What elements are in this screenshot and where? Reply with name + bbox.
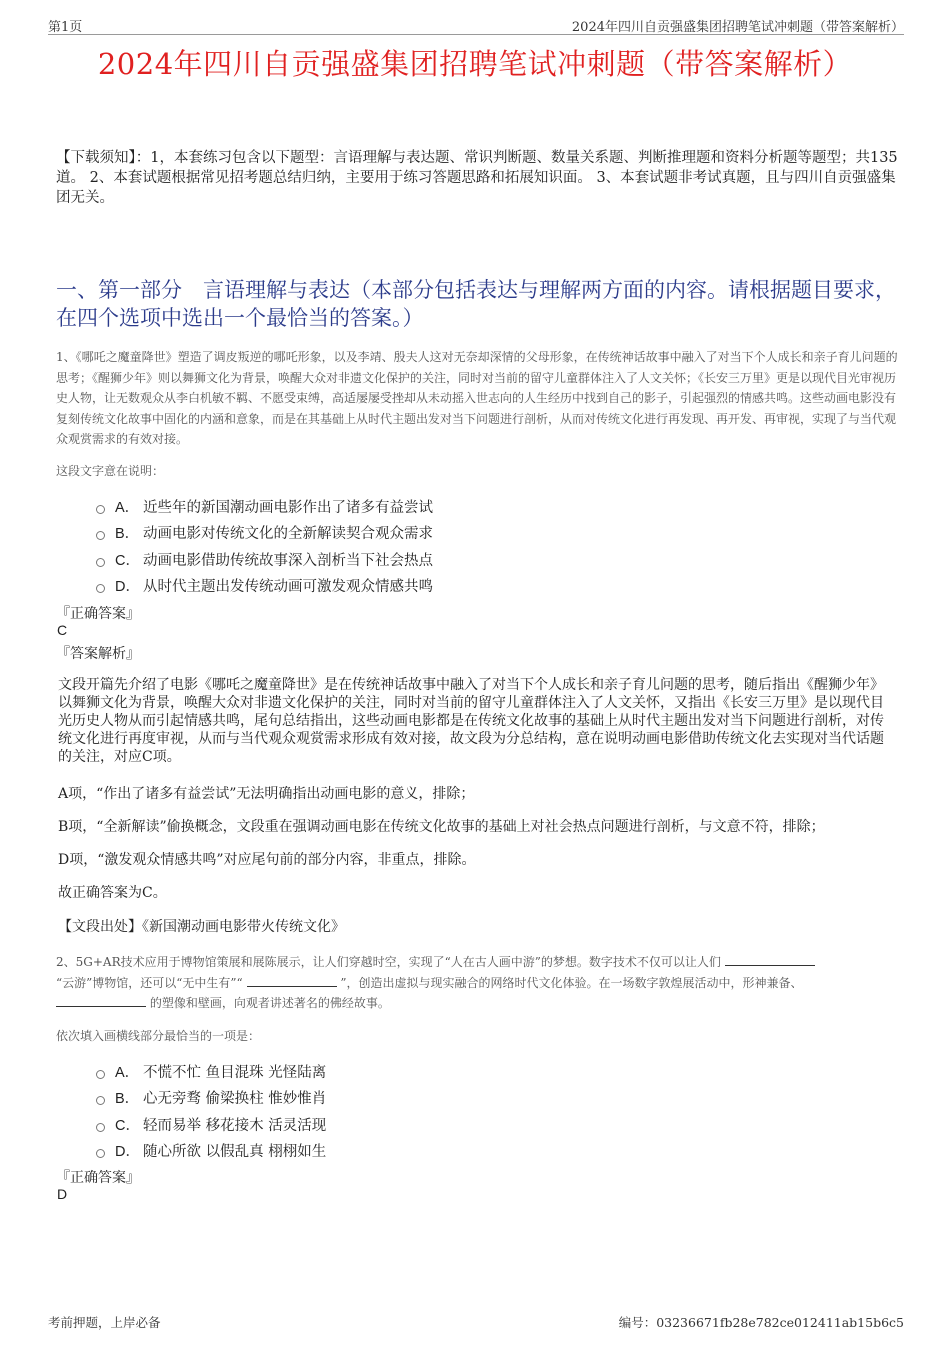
q2-option-c[interactable]: C． 轻而易举 移花接木 活灵活现 <box>96 1111 326 1138</box>
q2-option-b[interactable]: B． 心无旁骛 偷梁换柱 惟妙惟肖 <box>96 1085 326 1112</box>
q2-options <box>96 1058 326 1164</box>
q2-prompt: 依次填入画横线部分最恰当的一项是： <box>56 1029 261 1043</box>
footer-slogan: 考前押题，上岸必备 <box>48 1315 161 1330</box>
radio-icon[interactable] <box>96 558 105 567</box>
q2-answer-label: 『正确答案』 <box>56 1170 140 1186</box>
radio-icon[interactable] <box>96 531 105 540</box>
q1-options <box>96 493 433 599</box>
q1-prompt: 这段文字意在说明： <box>56 464 165 478</box>
section-heading: 一、第一部分 言语理解与表达（本部分包括表达与理解两方面的内容。请根据题目要求，在四个选项中选出一个最恰当的答案。） <box>56 278 896 330</box>
q1-answer-label: 『正确答案』 <box>56 606 140 622</box>
fill-blank-1 <box>725 955 815 966</box>
radio-icon[interactable] <box>96 1123 105 1132</box>
q1-option-d[interactable]: D． 从时代主题出发传统动画可激发观众情感共鸣 <box>96 573 433 600</box>
download-notice: 【下载须知】：1，本套练习包含以下题型：言语理解与表达题、常识判断题、数量关系题、判断推理题和资料分析题等题型；共135道。 2、本套试题根据常见招考题总结归纳，主要用于练习答题思路和拓展知识面。 3、本套试题非考试真题，且与四川自贡强盛集团无关。 <box>56 150 898 206</box>
q1-source: 【文段出处】《新国潮动画电影带火传统文化》 <box>58 919 345 935</box>
q1-option-a[interactable]: A． 近些年的新国潮动画电影作出了诸多有益尝试 <box>96 493 433 520</box>
q1-analysis-label: 『答案解析』 <box>56 646 140 662</box>
q1-option-c[interactable]: C． 动画电影借助传统故事深入剖析当下社会热点 <box>96 546 433 573</box>
q1-option-b[interactable]: B． 动画电影对传统文化的全新解读契合观众需求 <box>96 520 433 547</box>
radio-icon[interactable] <box>96 584 105 593</box>
q1-passage: 1、《哪吒之魔童降世》塑造了调皮叛逆的哪吒形象，以及李靖、殷夫人这对无奈却深情的父母形象，在传统神话故事中融入了对当下个人成长和亲子育儿问题的思考；《醒狮少年》则以舞狮文化为背景，唤醒大众对非遗文化保护的关注，同时对当前的留守儿童群体注入了人文关怀；《长安三万里》更是以现代目光审视历史人物，让无数观众从李白机敏不羁、不愿受束缚，高适屡屡受挫却从未动摇入世志向的人生经历中找到自己的影子，引起强烈的情感共鸣。这些动画电影没有复刻传统文化故事中固化的内涵和意象，而是在其基础上从时代主题出发对当下问题进行剖析，从而对传统文化进行再发现、再开发、再审视，实现了与当代观众观赏需求的有效对接。 <box>56 350 898 446</box>
q1-analysis-a: A项，“作出了诸多有益尝试”无法明确指出动画电影的意义，排除； <box>58 786 475 802</box>
q2-passage: 2、5G+AR技术应用于博物馆策展和展陈展示，让人们穿越时空，实现了“人在古人画中游”的梦想。数字技术不仅可以让人们 “云游”博物馆，还可以“无中生有”“ ”，创造出虚拟与现实融合的网络时代文化体验。在一场数字敦煌展活动中，形神兼备、 的塑像和壁画，向观者讲述著名的佛经故事。 <box>56 952 898 1014</box>
q2-option-d[interactable]: D． 随心所欲 以假乱真 栩栩如生 <box>96 1138 326 1165</box>
page-title: 2024年四川自贡强盛集团招聘笔试冲刺题（带答案解析） <box>97 47 853 81</box>
fill-blank-3 <box>56 996 146 1007</box>
q1-analysis-conclusion: 故正确答案为C。 <box>58 885 167 901</box>
q1-analysis-main: 文段开篇先介绍了电影《哪吒之魔童降世》是在传统神话故事中融入了对当下个人成长和亲子育儿问题的思考，随后指出《醒狮少年》以舞狮文化为背景，唤醒大众对非遗文化保护的关注，同时对当前的留守儿童群体注入了人文关怀，又指出《长安三万里》是以现代目光历史人物从而引起情感共鸣，尾句总结指出，这些动画电影都是在传统文化故事的基础上从时代主题出发对当下问题进行剖析，对传统文化进行再度审视，从而与当代观众观赏需求形成有效对接，故文段为分总结构，意在说明动画电影借助传统文化去实现对当代话题的关注，对应C项。 <box>58 677 884 765</box>
q1-analysis-b: B项，“全新解读”偷换概念，文段重在强调动画电影在传统文化故事的基础上对社会热点问题进行剖析，与文意不符，排除； <box>58 819 825 835</box>
radio-icon[interactable] <box>96 1096 105 1105</box>
page-header <box>48 14 904 35</box>
radio-icon[interactable] <box>96 1149 105 1158</box>
fill-blank-2 <box>247 976 337 987</box>
q2-option-a[interactable]: A． 不慌不忙 鱼目混珠 光怪陆离 <box>96 1058 326 1085</box>
page-number: 第1页 <box>48 20 83 35</box>
q1-answer: C <box>57 622 68 638</box>
q1-analysis-d: D项，“激发观众情感共鸣”对应尾句前的部分内容，非重点，排除。 <box>58 852 476 868</box>
radio-icon[interactable] <box>96 1070 105 1079</box>
footer-doc-id: 编号：03236671fb28e782ce012411ab15b6c5 <box>618 1315 904 1330</box>
q2-answer: D <box>57 1186 68 1202</box>
header-doc-title: 2024年四川自贡强盛集团招聘笔试冲刺题（带答案解析） <box>571 20 904 35</box>
radio-icon[interactable] <box>96 505 105 514</box>
